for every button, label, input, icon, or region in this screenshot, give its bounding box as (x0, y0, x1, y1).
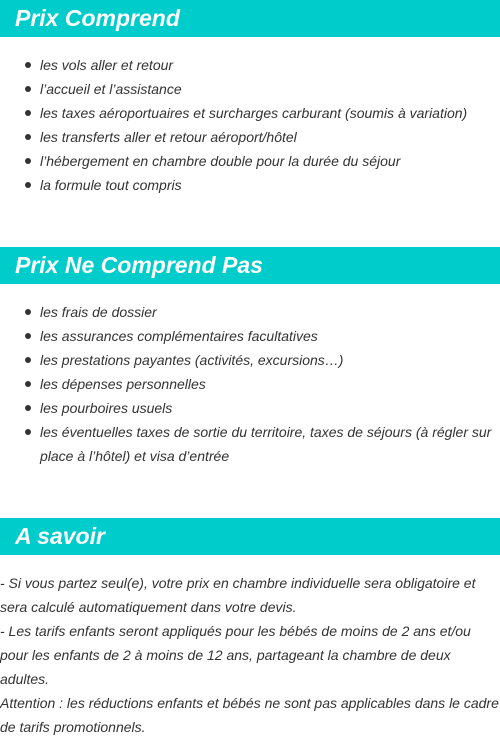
bullet-icon (25, 110, 31, 116)
list-item: les assurances complémentaires facultatives (0, 324, 500, 348)
section-header-prix-ne-comprend-pas (0, 247, 500, 284)
section-title: Prix Ne Comprend Pas (15, 252, 263, 278)
bullet-icon (25, 429, 31, 435)
list-item: les taxes aéroportuaires et surcharges carburant (soumis à variation) (0, 101, 500, 125)
list-item: les prestations payantes (activités, excursions…) (0, 348, 500, 372)
a-savoir-text (0, 571, 500, 739)
list-item: l’accueil et l’assistance (0, 77, 500, 101)
paragraph: - Les tarifs enfants seront appliqués pour les bébés de moins de 2 ans et/ou pour les enfants de 2 à moins de 12 ans, partageant la chambre de deux adultes. (0, 623, 471, 687)
list-item: la formule tout compris (0, 173, 500, 197)
bullet-icon (25, 182, 31, 188)
bullet-icon (25, 134, 31, 140)
section-title: Prix Comprend (15, 5, 180, 31)
prix-ne-comprend-pas-list (0, 300, 500, 468)
list-item: les transferts aller et retour aéroport/hôtel (0, 125, 500, 149)
bullet-icon (25, 86, 31, 92)
paragraph: Attention : les réductions enfants et bébés ne sont pas applicables dans le cadre de tarifs promotionnels. (0, 695, 499, 735)
bullet-icon (25, 357, 31, 363)
section-header-a-savoir (0, 518, 500, 555)
list-item: les vols aller et retour (0, 53, 500, 77)
bullet-icon (25, 405, 31, 411)
list-item: les pourboires usuels (0, 396, 500, 420)
bullet-icon (25, 62, 31, 68)
list-item: les frais de dossier (0, 300, 500, 324)
list-item: les éventuelles taxes de sortie du territoire, taxes de séjours (à régler sur place à l’hôtel) et visa d’entrée (0, 420, 500, 468)
list-item: l’hébergement en chambre double pour la durée du séjour (0, 149, 500, 173)
list-item: les dépenses personnelles (0, 372, 500, 396)
prix-comprend-list (0, 53, 500, 197)
bullet-icon (25, 333, 31, 339)
paragraph: - Si vous partez seul(e), votre prix en chambre individuelle sera obligatoire et sera calculé automatiquement dans votre devis. (0, 575, 476, 615)
bullet-icon (25, 158, 31, 164)
section-header-prix-comprend (0, 0, 500, 37)
bullet-icon (25, 381, 31, 387)
section-title: A savoir (15, 523, 105, 549)
bullet-icon (25, 309, 31, 315)
